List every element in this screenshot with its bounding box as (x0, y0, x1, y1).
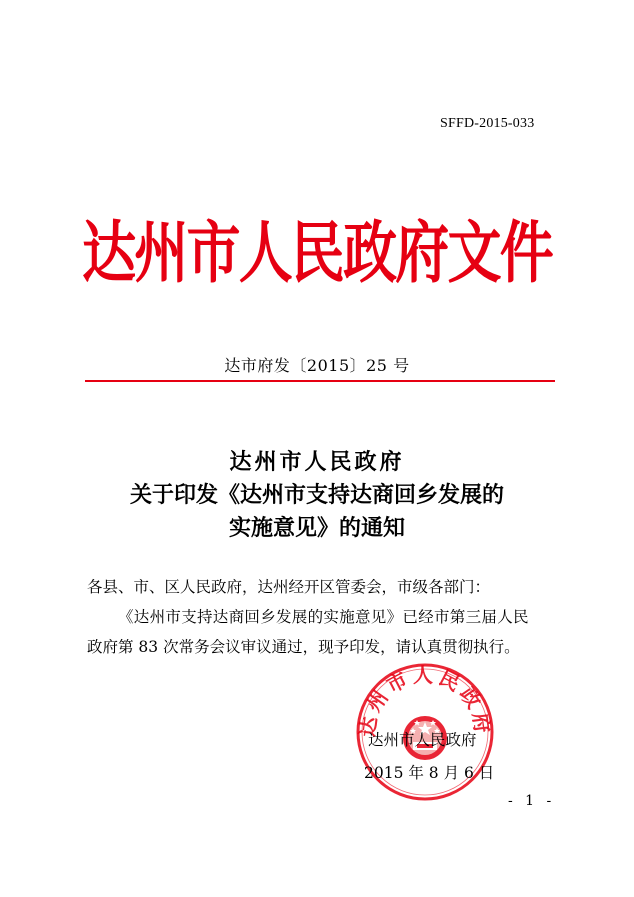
title-line-3: 实施意见》的通知 (228, 515, 405, 541)
document-title (0, 446, 634, 545)
issuer-name: 达州市人民政府 (368, 731, 477, 749)
addressee-line: 各县、市、区人民政府，达州经开区管委会，市级各部门： (87, 578, 491, 596)
document-body (87, 572, 557, 662)
document-masthead: 达州市人民政府文件 (82, 214, 552, 293)
body-paragraph-line-2: 政府第 83 次常务会议审议通过，现予印发，请认真贯彻执行。 (87, 638, 520, 656)
issue-date: 2015 年 8 月 6 日 (364, 764, 495, 782)
body-paragraph-line-1: 《达州市支持达商回乡发展的实施意见》已经市第三届人民 (118, 608, 529, 626)
document-number: 达市府发〔2015〕25 号 (224, 356, 410, 375)
red-divider (85, 380, 555, 382)
title-line-1: 达州市人民政府 (229, 449, 405, 475)
title-line-2: 关于印发《达州市支持达商回乡发展的 (129, 482, 504, 508)
document-code: SFFD-2015-033 (440, 116, 535, 131)
seal-text: 达州市人民政府 (355, 663, 495, 739)
page-number: - 1 - (508, 793, 556, 809)
